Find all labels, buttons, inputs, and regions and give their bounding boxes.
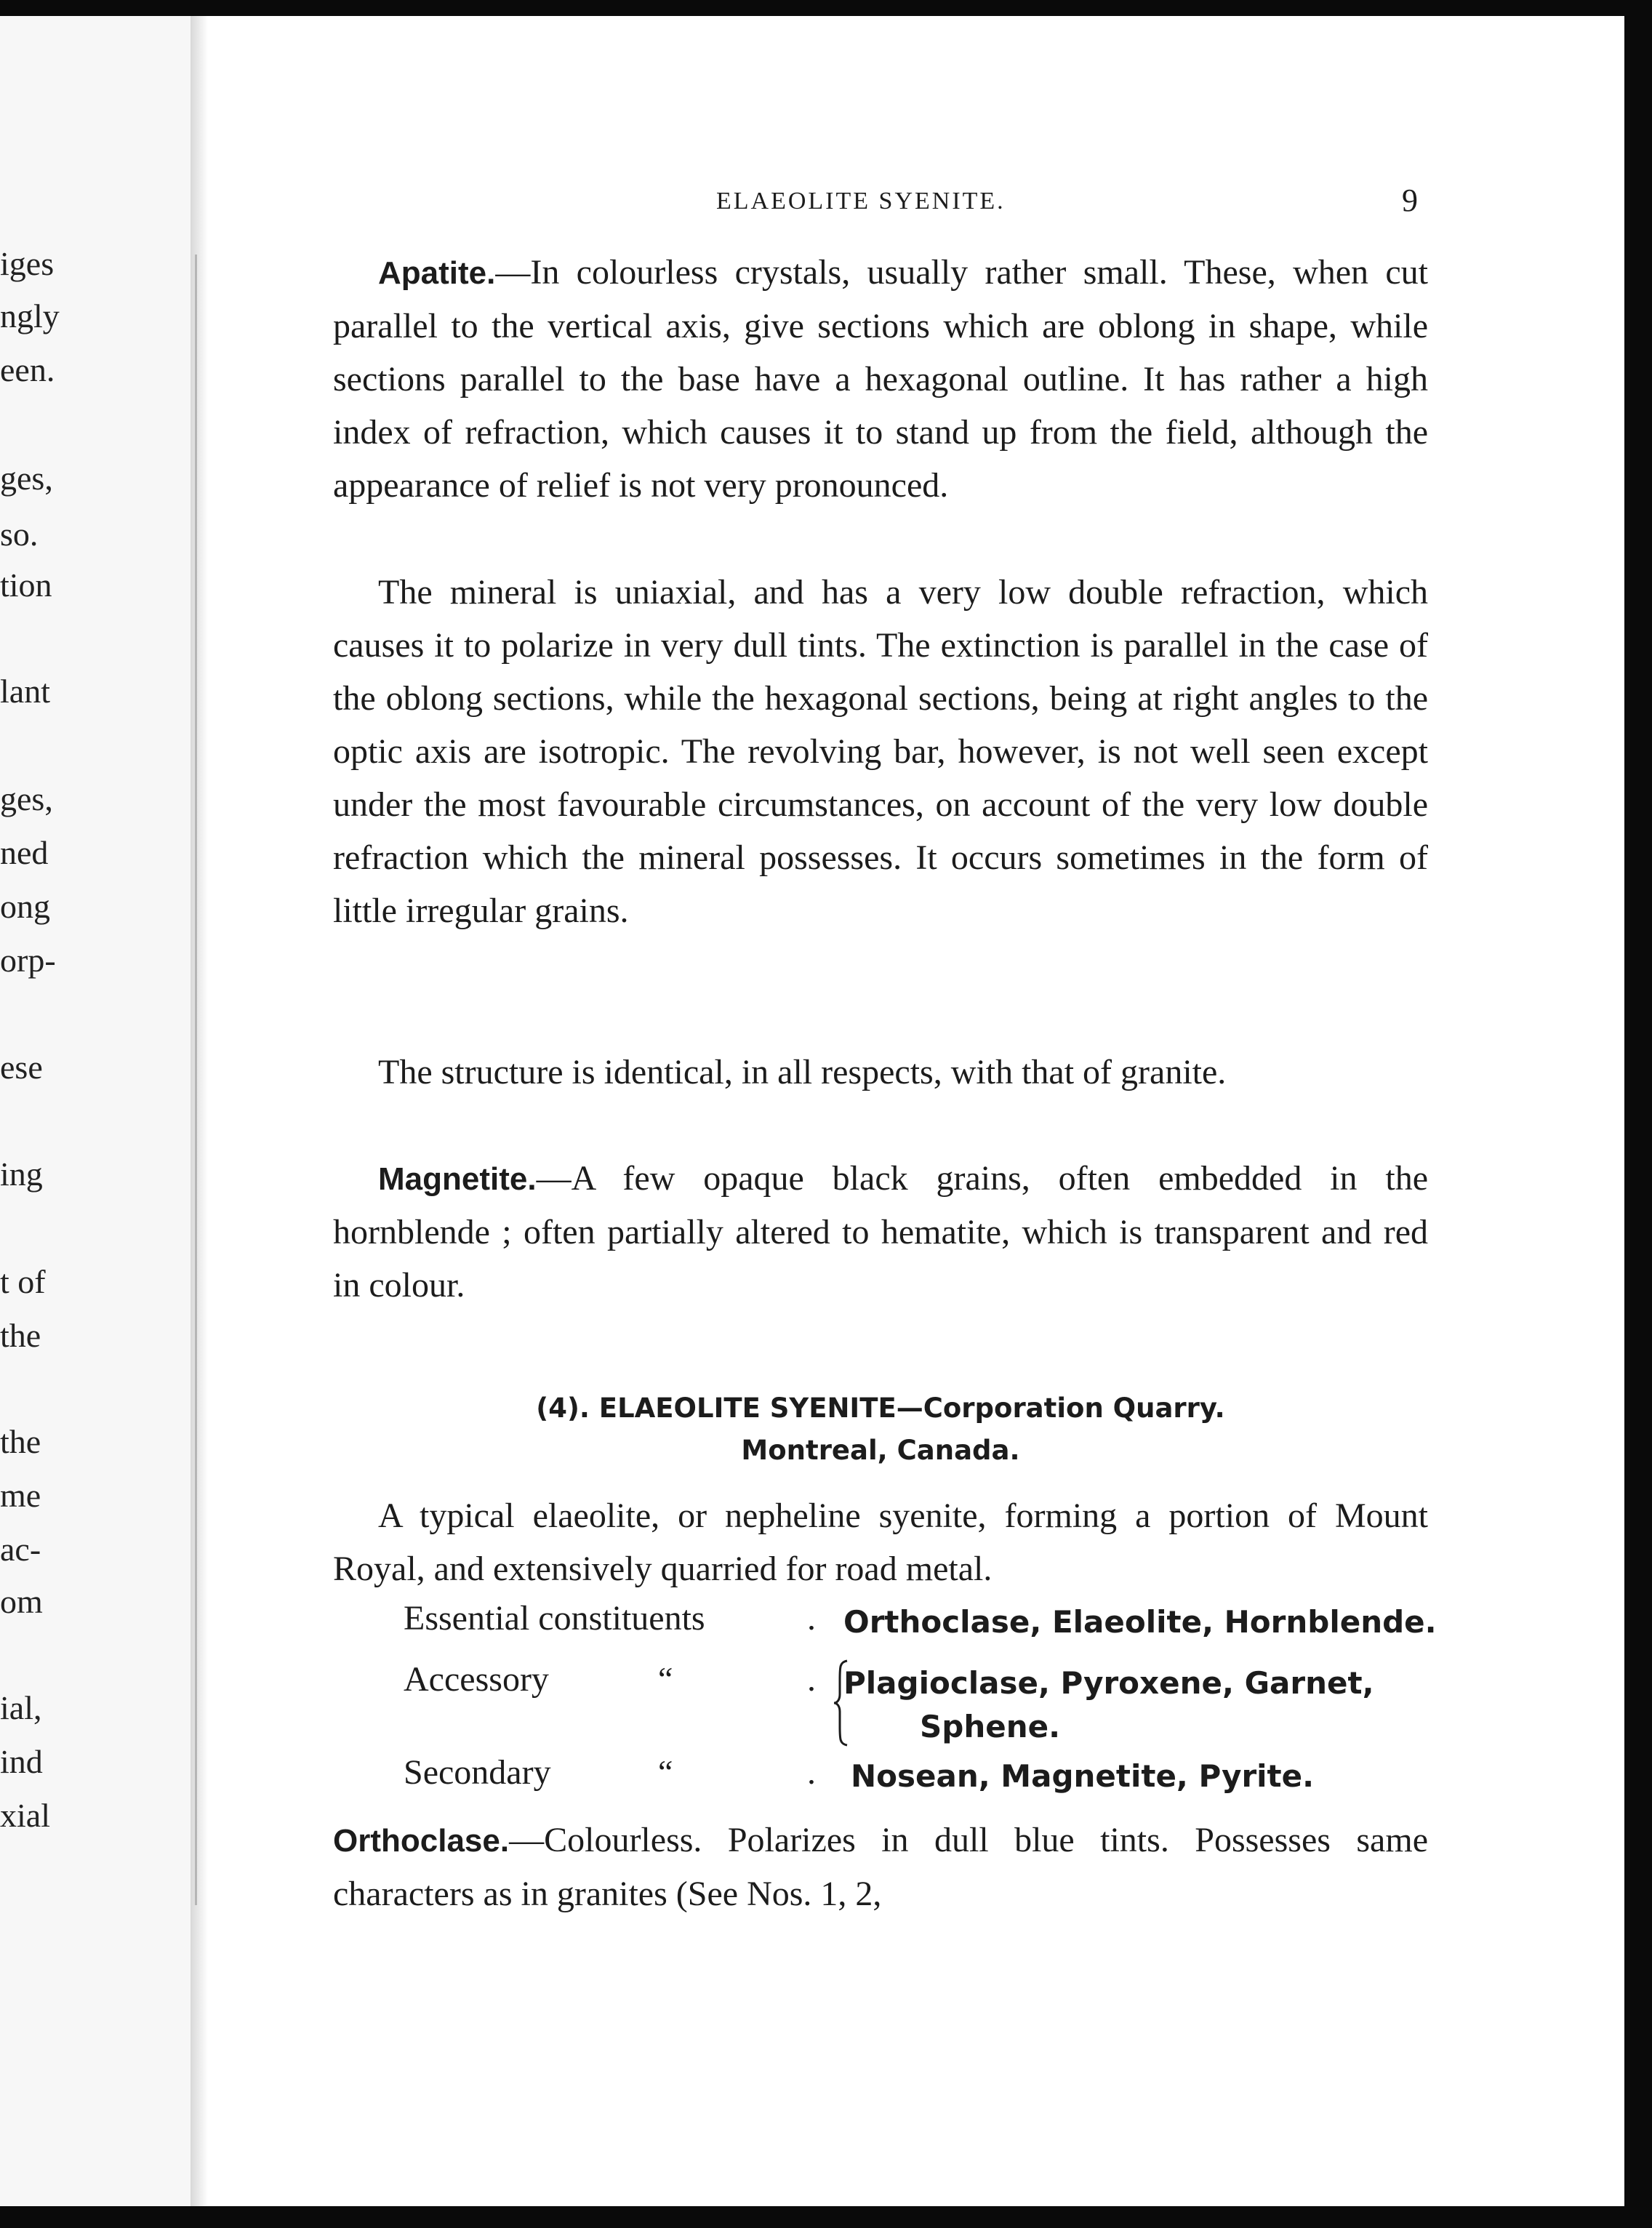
- previous-page-fragment: ac-: [0, 1531, 41, 1568]
- binding-line: [195, 255, 197, 1905]
- section-heading-line-2: Montreal, Canada.: [741, 1435, 1020, 1466]
- secondary-label: Secondary: [404, 1753, 551, 1792]
- essential-label: Essential constituents: [404, 1599, 705, 1638]
- accessory-value-line-1: Plagioclase, Pyroxene, Garnet,: [843, 1665, 1374, 1701]
- secondary-value: Nosean, Magnetite, Pyrite.: [851, 1758, 1315, 1794]
- previous-page-edge: [0, 16, 191, 2206]
- magnetite-text: —A few opaque black grains, often embedded in the hornblende ; often partially altered to hematite, which is transparent and red in colour.: [333, 1159, 1428, 1305]
- previous-page-fragment: tion: [0, 566, 52, 604]
- accessory-label: Accessory: [404, 1660, 549, 1699]
- previous-page-fragment: me: [0, 1477, 41, 1514]
- essential-row: [404, 1598, 1436, 1652]
- previous-page-fragment: t of: [0, 1263, 46, 1300]
- intro-paragraph: A typical elaeolite, or nepheline syenite, forming a portion of Mount Royal, and extensively quarried for road metal.: [333, 1496, 1428, 1588]
- secondary-row: [404, 1752, 1436, 1806]
- page-number: 9: [1402, 183, 1418, 218]
- essential-value: Orthoclase, Elaeolite, Hornblende.: [843, 1604, 1437, 1640]
- scan-border-right: [1624, 0, 1652, 2228]
- previous-page-fragment: ial,: [0, 1689, 42, 1726]
- magnetite-heading: Magnetite.: [378, 1161, 537, 1197]
- previous-page-fragment: ges,: [0, 460, 53, 497]
- previous-page-fragment: iges: [0, 245, 55, 282]
- apatite-heading: Apatite.: [378, 255, 496, 291]
- previous-page-fragment: xial: [0, 1797, 50, 1834]
- structure-paragraph: The structure is identical, in all respects, with that of granite.: [378, 1053, 1227, 1091]
- orthoclase-paragraph: [333, 1814, 1428, 1920]
- magnetite-paragraph: [333, 1152, 1428, 1312]
- previous-page-fragment: om: [0, 1583, 43, 1620]
- previous-page-fragment: the: [0, 1423, 41, 1460]
- running-head: ELAEOLITE SYENITE.: [716, 188, 1006, 215]
- previous-page-fragment: ing: [0, 1155, 43, 1193]
- constituents-table: [404, 1598, 1436, 1809]
- previous-page-fragment: ind: [0, 1743, 43, 1780]
- apatite-paragraph-1: [333, 246, 1428, 512]
- apatite-text-1: —In colourless crystals, usually rather small. These, when cut parallel to the vertical axis, give sections which are oblong in shape, while sections parallel to the base have a hexagonal outline. It has rather a high index of refraction, which causes it to stand up from the field, although the appearance of relief is not very pronounced.: [333, 253, 1428, 505]
- previous-page-fragment: ned: [0, 834, 49, 871]
- leader-dot: .: [807, 1660, 816, 1699]
- apatite-paragraph-2: The mineral is uniaxial, and has a very low double refraction, which causes it to polarize in very dull tints. The extinction is parallel in the case of the oblong sections, while the hexagonal sections, being at right angles to the optic axis are isotropic. The revolving bar, however, is not well seen except under the most favourable circumstances, on account of the very low double refraction which the mineral possesses. It occurs sometimes in the form of little irregular grains.: [333, 573, 1428, 930]
- orthoclase-text: —Colourless. Polarizes in dull blue tints. Possesses same characters as in granites (See Nos. 1, 2,: [333, 1821, 1428, 1913]
- gutter-shadow: [191, 16, 208, 2206]
- section-heading-line-1: (4). ELAEOLITE SYENITE—Corporation Quarry.: [536, 1392, 1225, 1424]
- leader-dot: .: [807, 1753, 816, 1792]
- previous-page-fragment: ngly: [0, 297, 60, 334]
- previous-page-fragment: orp-: [0, 942, 56, 979]
- section-heading: [333, 1387, 1428, 1472]
- accessory-row-continued: [404, 1703, 1436, 1757]
- previous-page-fragment: ese: [0, 1049, 43, 1086]
- scan-border-bottom: [0, 2206, 1652, 2228]
- scan-border-top: [0, 0, 1652, 16]
- previous-page-fragment: so.: [0, 516, 39, 553]
- previous-page-fragment: lant: [0, 673, 50, 710]
- leader-dot: .: [807, 1599, 816, 1638]
- previous-page-fragment: een.: [0, 351, 55, 388]
- curly-brace-icon: [833, 1659, 850, 1747]
- ditto-mark: “: [658, 1753, 673, 1790]
- accessory-value-line-2: Sphene.: [920, 1709, 1061, 1744]
- previous-page-fragment: ong: [0, 888, 50, 925]
- orthoclase-heading: Orthoclase.: [333, 1823, 510, 1859]
- previous-page-fragment: ges,: [0, 780, 53, 817]
- previous-page-fragment: the: [0, 1317, 41, 1354]
- ditto-mark: “: [658, 1660, 673, 1697]
